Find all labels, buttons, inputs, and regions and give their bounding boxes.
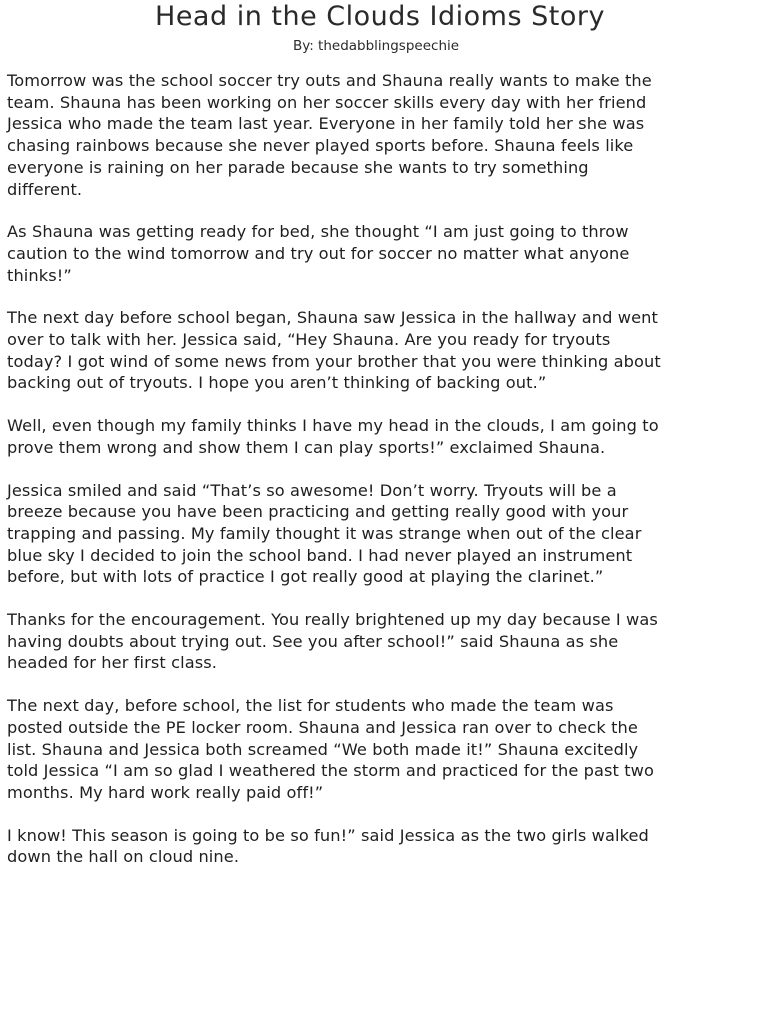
story-paragraph: Thanks for the encouragement. You really brightened up my day because I was having doubts about trying out. See you after school!” said Shauna as she headed for her first class.: [7, 610, 658, 673]
author-byline: By: thedabblingspeechie: [292, 38, 460, 54]
story-paragraph: Well, even though my family thinks I have my head in the clouds, I am going to prove them wrong and show them I can play sports!” exclaimed Shauna.: [7, 416, 659, 457]
story-paragraph: Jessica smiled and said “That’s so awesome! Don’t worry. Tryouts will be a breeze because you have been practicing and getting really good with your trapping and passing. My family thought it was strange when out of the clear blue sky I decided to join the school band. I had never played an instrument before, but with lots of practice I got really good at playing the clarinet.”: [7, 480, 642, 587]
story-paragraph: Tomorrow was the school soccer try outs and Shauna really wants to make the team. Shauna has been working on her soccer skills every day with her friend Jessica who made the team last year. Everyone in her family told her she was chasing rainbows because she never played sports before. Shauna feels like everyone is raining on her parade because she wants to try something different.: [7, 71, 652, 199]
story-paragraph: I know! This season is going to be so fun!” said Jessica as the two girls walked down the hall on cloud nine.: [7, 825, 649, 867]
story-paragraph: The next day, before school, the list for students who made the team was posted outside the PE locker room. Shauna and Jessica ran over to check the list. Shauna and Jessica both screamed “We both made it!” Shauna excitedly told Jessica “I am so glad I weathered the storm and practiced for the past two months. My hard work really paid off!”: [7, 696, 655, 802]
story-body: [7, 70, 667, 889]
story-paragraph: The next day before school began, Shauna saw Jessica in the hallway and went over to talk with her. Jessica said, “Hey Shauna. Are you ready for tryouts today? I got wind of some news from your brother that you were thinking about backing out of tryouts. I hope you aren’t thinking of backing out.”: [7, 308, 661, 393]
page-title: Head in the Clouds Idioms Story: [155, 1, 605, 32]
story-paragraph: As Shauna was getting ready for bed, she thought “I am just going to throw caution to the wind tomorrow and try out for soccer no matter what anyone thinks!”: [7, 222, 630, 285]
